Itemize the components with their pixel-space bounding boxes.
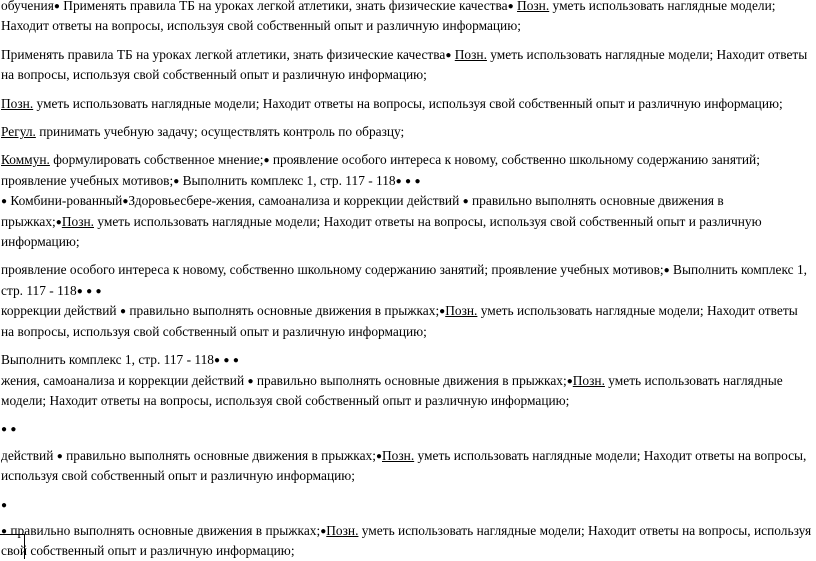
bullet-icon: ●	[445, 49, 452, 61]
paragraph-6: ● Комбини-рованный●Здоровьесбере-жения, самоанализа и коррекции действий ● правильно выполнять основные движения в прыжках;●Позн. уметь использовать наглядные модели; Находит ответы на вопросы, используя свой собственный опыт и различную информацию;	[1, 193, 762, 250]
regul-label: Регул.	[1, 124, 36, 140]
pozn-label: Позн.	[572, 372, 605, 388]
bullet-icon: ●	[10, 424, 17, 436]
paragraph-11	[0, 419, 812, 439]
bullet-icon: ●	[395, 175, 402, 187]
pozn-label: Позн.	[326, 522, 359, 538]
bullet-icon: ●	[86, 285, 93, 297]
paragraph-12: действий ● правильно выполнять основные движения в прыжках;●Позн. уметь использовать наглядные модели; Находит ответы на вопросы, используя свой собственный опыт и различную информацию;	[1, 447, 807, 484]
bullet-icon: ●	[173, 175, 180, 187]
bullet-icon: ●	[320, 525, 327, 537]
pozn-label: Позн.	[1, 95, 34, 111]
pozn-label: Позн.	[61, 213, 94, 229]
bullet-icon: ●	[414, 175, 421, 187]
bullet-icon: ●	[1, 424, 8, 436]
bullet-icon: ●	[462, 196, 469, 208]
bullet-icon: ●	[247, 375, 254, 387]
bullet-icon: ●	[1, 525, 8, 537]
bullet-icon: ●	[405, 175, 412, 187]
bullet-icon: ●	[55, 216, 62, 228]
paragraph-2: Применять правила ТБ на уроках легкой атлетики, знать физические качества● Позн. уметь использовать наглядные модели; Находит ответы на вопросы, используя свой собственный опыт и различную информацию;	[1, 46, 808, 83]
bullet-icon: ●	[95, 285, 102, 297]
bullet-icon: ●	[507, 1, 514, 12]
bullet-icon: ●	[56, 450, 63, 462]
bullet-icon: ●	[1, 196, 8, 208]
paragraph-4: Регул. принимать учебную задачу; осуществлять контроль по образцу;	[1, 124, 405, 140]
table-cell-border	[0, 534, 25, 559]
paragraph-7: проявление особого интереса к новому, собственно школьному содержанию занятий; проявление учебных мотивов;● Выполнить комплекс 1, стр. 117 - 118● ● ●	[1, 262, 808, 298]
bullet-icon: ●	[375, 450, 382, 462]
bullet-icon: ●	[566, 375, 573, 387]
paragraph-1: обучения● Применять правила ТБ на уроках легкой атлетики, знать физические качества● Позн. уметь использовать наглядные модели; Находит ответы на вопросы, используя свой собственный опыт и различную информацию;	[1, 0, 776, 34]
bullet-icon: ●	[439, 306, 446, 318]
bullet-icon: ●	[1, 499, 8, 511]
bullet-icon: ●	[214, 355, 221, 367]
paragraph-5: Коммун. формулировать собственное мнение;● проявление особого интереса к новому, собственно школьному содержанию занятий; проявление учебных мотивов;● Выполнить комплекс 1, стр. 117 - 118● ● ●	[1, 152, 760, 188]
paragraph-10: жения, самоанализа и коррекции действий ● правильно выполнять основные движения в прыжках;●Позн. уметь использовать наглядные модели; Находит ответы на вопросы, используя свой собственный опыт и различную информацию;	[1, 372, 783, 408]
pozn-label: Позн.	[445, 303, 478, 319]
paragraph-9: Выполнить комплекс 1, стр. 117 - 118● ● ●	[1, 352, 239, 368]
bullet-icon: ●	[663, 265, 670, 277]
bullet-icon: ●	[232, 355, 239, 367]
kommun-label: Коммун.	[1, 152, 50, 168]
bullet-icon: ●	[76, 285, 83, 297]
pozn-label: Позн.	[454, 46, 487, 62]
pozn-label: Позн.	[517, 0, 550, 13]
bullet-icon: ●	[263, 155, 270, 167]
paragraph-3: Позн. уметь использовать наглядные модели; Находит ответы на вопросы, используя свой собственный опыт и различную информацию;	[1, 95, 783, 111]
bullet-icon: ●	[223, 355, 230, 367]
bullet-icon: ●	[122, 196, 129, 208]
bullet-icon: ●	[53, 1, 60, 12]
bullet-icon: ●	[119, 306, 126, 318]
paragraph-14: ● правильно выполнять основные движения в прыжках;●Позн. уметь использовать наглядные модели; Находит ответы на вопросы, используя свой собственный опыт и различную информацию;	[1, 522, 812, 559]
paragraph-13	[0, 495, 812, 515]
pozn-label: Позн.	[382, 447, 415, 463]
paragraph-8: коррекции действий ● правильно выполнять основные движения в прыжках;●Позн. уметь использовать наглядные модели; Находит ответы на вопросы, используя свой собственный опыт и различную информацию;	[1, 303, 798, 339]
